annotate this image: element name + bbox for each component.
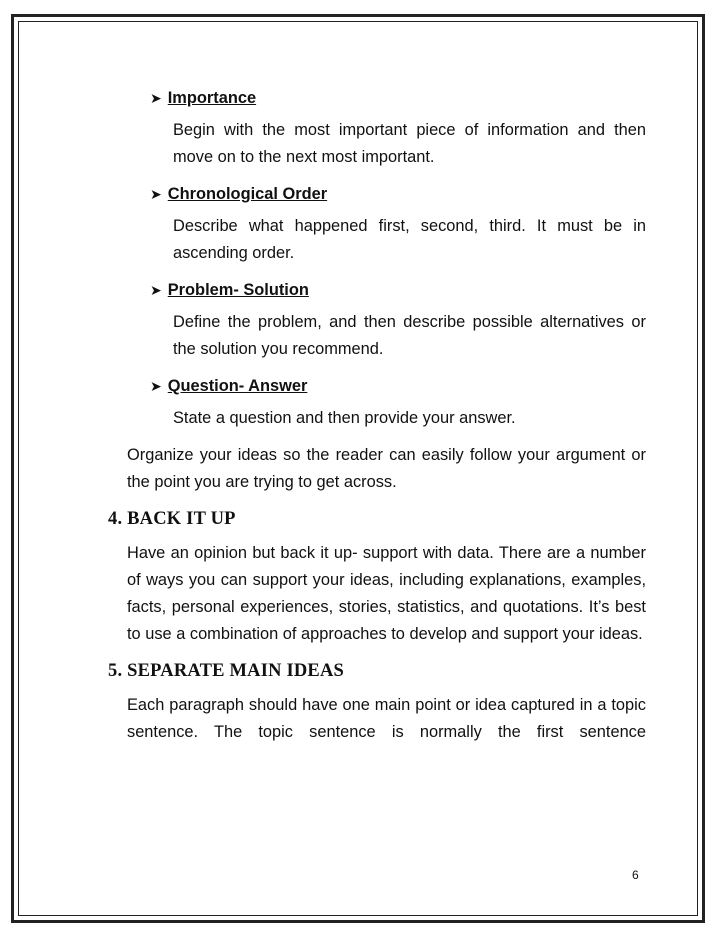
page-content [108,85,646,756]
list-item-heading [150,373,646,400]
arrow-bullet-icon: ➤ [150,378,162,394]
list-item-body: State a question and then provide your answer. [173,409,516,427]
list-item-title: Chronological Order [167,185,328,203]
organize-paragraph: Organize your ideas so the reader can easily follow your argument or the point you are trying to get across. [127,446,646,491]
arrow-bullet-icon: ➤ [150,282,162,298]
list-item-heading [150,277,646,304]
page-number: 6 [632,868,639,882]
arrow-bullet-icon: ➤ [150,90,162,106]
section-back-it-up-body: Have an opinion but back it up- support with data. There are a number of ways you can support your ideas, including explanations, examples, facts, personal experiences, stories, statistics, and quotations. It’s best to use a combination of approaches to develop and support your ideas. [127,544,646,643]
list-item-body: Begin with the most important piece of information and then move on to the next most important. [173,121,646,166]
list-item-body: Describe what happened first, second, third. It must be in ascending order. [173,217,646,262]
arrow-bullet-icon: ➤ [150,186,162,202]
section-separate-main-ideas-body: Each paragraph should have one main point or idea captured in a topic sentence. The topic sentence is normally the first sentence [127,696,646,741]
list-item-title: Importance [167,89,257,107]
list-item-title: Question- Answer [167,377,308,395]
list-item-body: Define the problem, and then describe possible alternatives or the solution you recommend. [173,313,646,358]
section-heading-back-it-up: 4. BACK IT UP [108,509,236,529]
list-item-heading [150,181,646,208]
list-item-title: Problem- Solution [167,281,309,299]
list-item-heading [150,85,646,112]
section-heading-separate-main-ideas: 5. SEPARATE MAIN IDEAS [108,661,345,681]
